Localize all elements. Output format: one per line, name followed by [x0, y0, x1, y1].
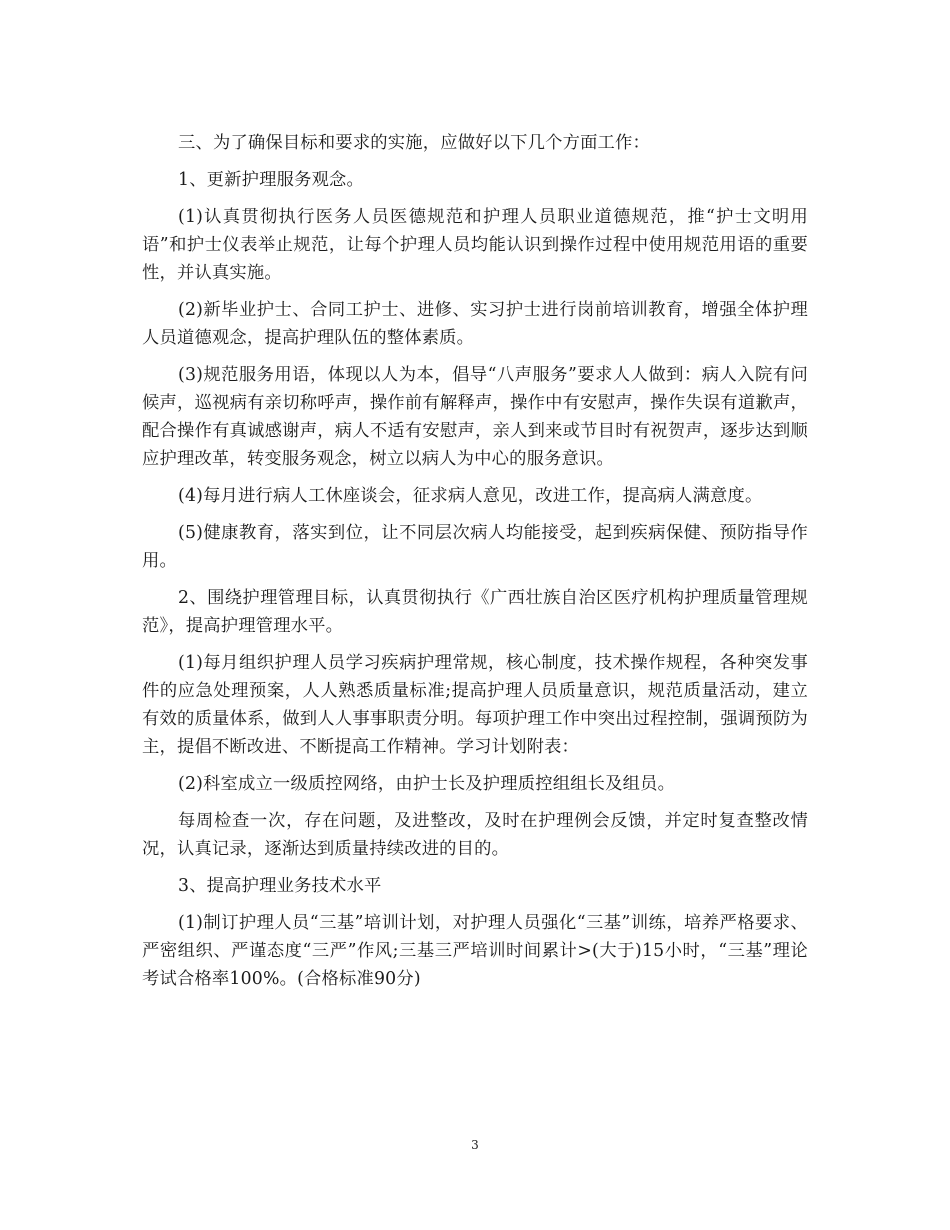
- paragraph-2-2-detail: 每周检查一次，存在问题，及进整改，及时在护理例会反馈，并定时复查整改情况，认真记录，逐渐达到质量持续改进的目的。: [142, 811, 808, 859]
- subheading-2: 2、围绕护理管理目标，认真贯彻执行《广西壮族自治区医疗机构护理质量管理规范》，提高护理管理水平。: [142, 588, 808, 636]
- page-number: 3: [471, 1138, 479, 1152]
- paragraph-1-5: (5)健康教育，落实到位，让不同层次病人均能接受，起到疾病保健、预防指导作用。: [142, 523, 808, 571]
- paragraph-3-1: (1)制订护理人员“三基”培训计划，对护理人员强化“三基”训练，培养严格要求、严密组织、严谨态度“三严”作风;三基三严培训时间累计>(大于)15小时，“三基”理论考试合格率100%。(合格标准90分): [142, 913, 808, 989]
- paragraph-2-2: (2)科室成立一级质控网络，由护士长及护理质控组组长及组员。: [178, 774, 676, 794]
- document-body: [142, 129, 808, 1001]
- paragraph-1-1: (1)认真贯彻执行医务人员医德规范和护理人员职业道德规范，推“护士文明用语”和护士仪表举止规范，让每个护理人员均能认识到操作过程中使用规范用语的重要性，并认真实施。: [142, 207, 808, 283]
- paragraph-1-2: (2)新毕业护士、合同工护士、进修、实习护士进行岗前培训教育，增强全体护理人员道德观念，提高护理队伍的整体素质。: [142, 300, 808, 348]
- section-heading-3: 三、为了确保目标和要求的实施，应做好以下几个方面工作：: [178, 133, 650, 153]
- paragraph-1-3: (3)规范服务用语，体现以人为本，倡导“八声服务”要求人人做到：病人入院有问候声，巡视病有亲切称呼声，操作前有解释声，操作中有安慰声，操作失误有道歉声，配合操作有真诚感谢声，病人不适有安慰声，亲人到来或节目时有祝贺声，逐步达到顺应护理改革，转变服务观念，树立以病人为中心的服务意识。: [142, 365, 808, 469]
- paragraph-1-4: (4)每月进行病人工休座谈会，征求病人意见，改进工作，提高病人满意度。: [178, 486, 763, 506]
- subheading-1: 1、更新护理服务观念。: [178, 170, 365, 190]
- subheading-3: 3、提高护理业务技术水平: [178, 876, 382, 896]
- paragraph-2-1: (1)每月组织护理人员学习疾病护理常规，核心制度，技术操作规程，各种突发事件的应急处理预案，人人熟悉质量标准;提高护理人员质量意识，规范质量活动，建立有效的质量体系，做到人人事事职责分明。每项护理工作中突出过程控制，强调预防为主，提倡不断改进、不断提高工作精神。学习计划附表：: [142, 653, 808, 757]
